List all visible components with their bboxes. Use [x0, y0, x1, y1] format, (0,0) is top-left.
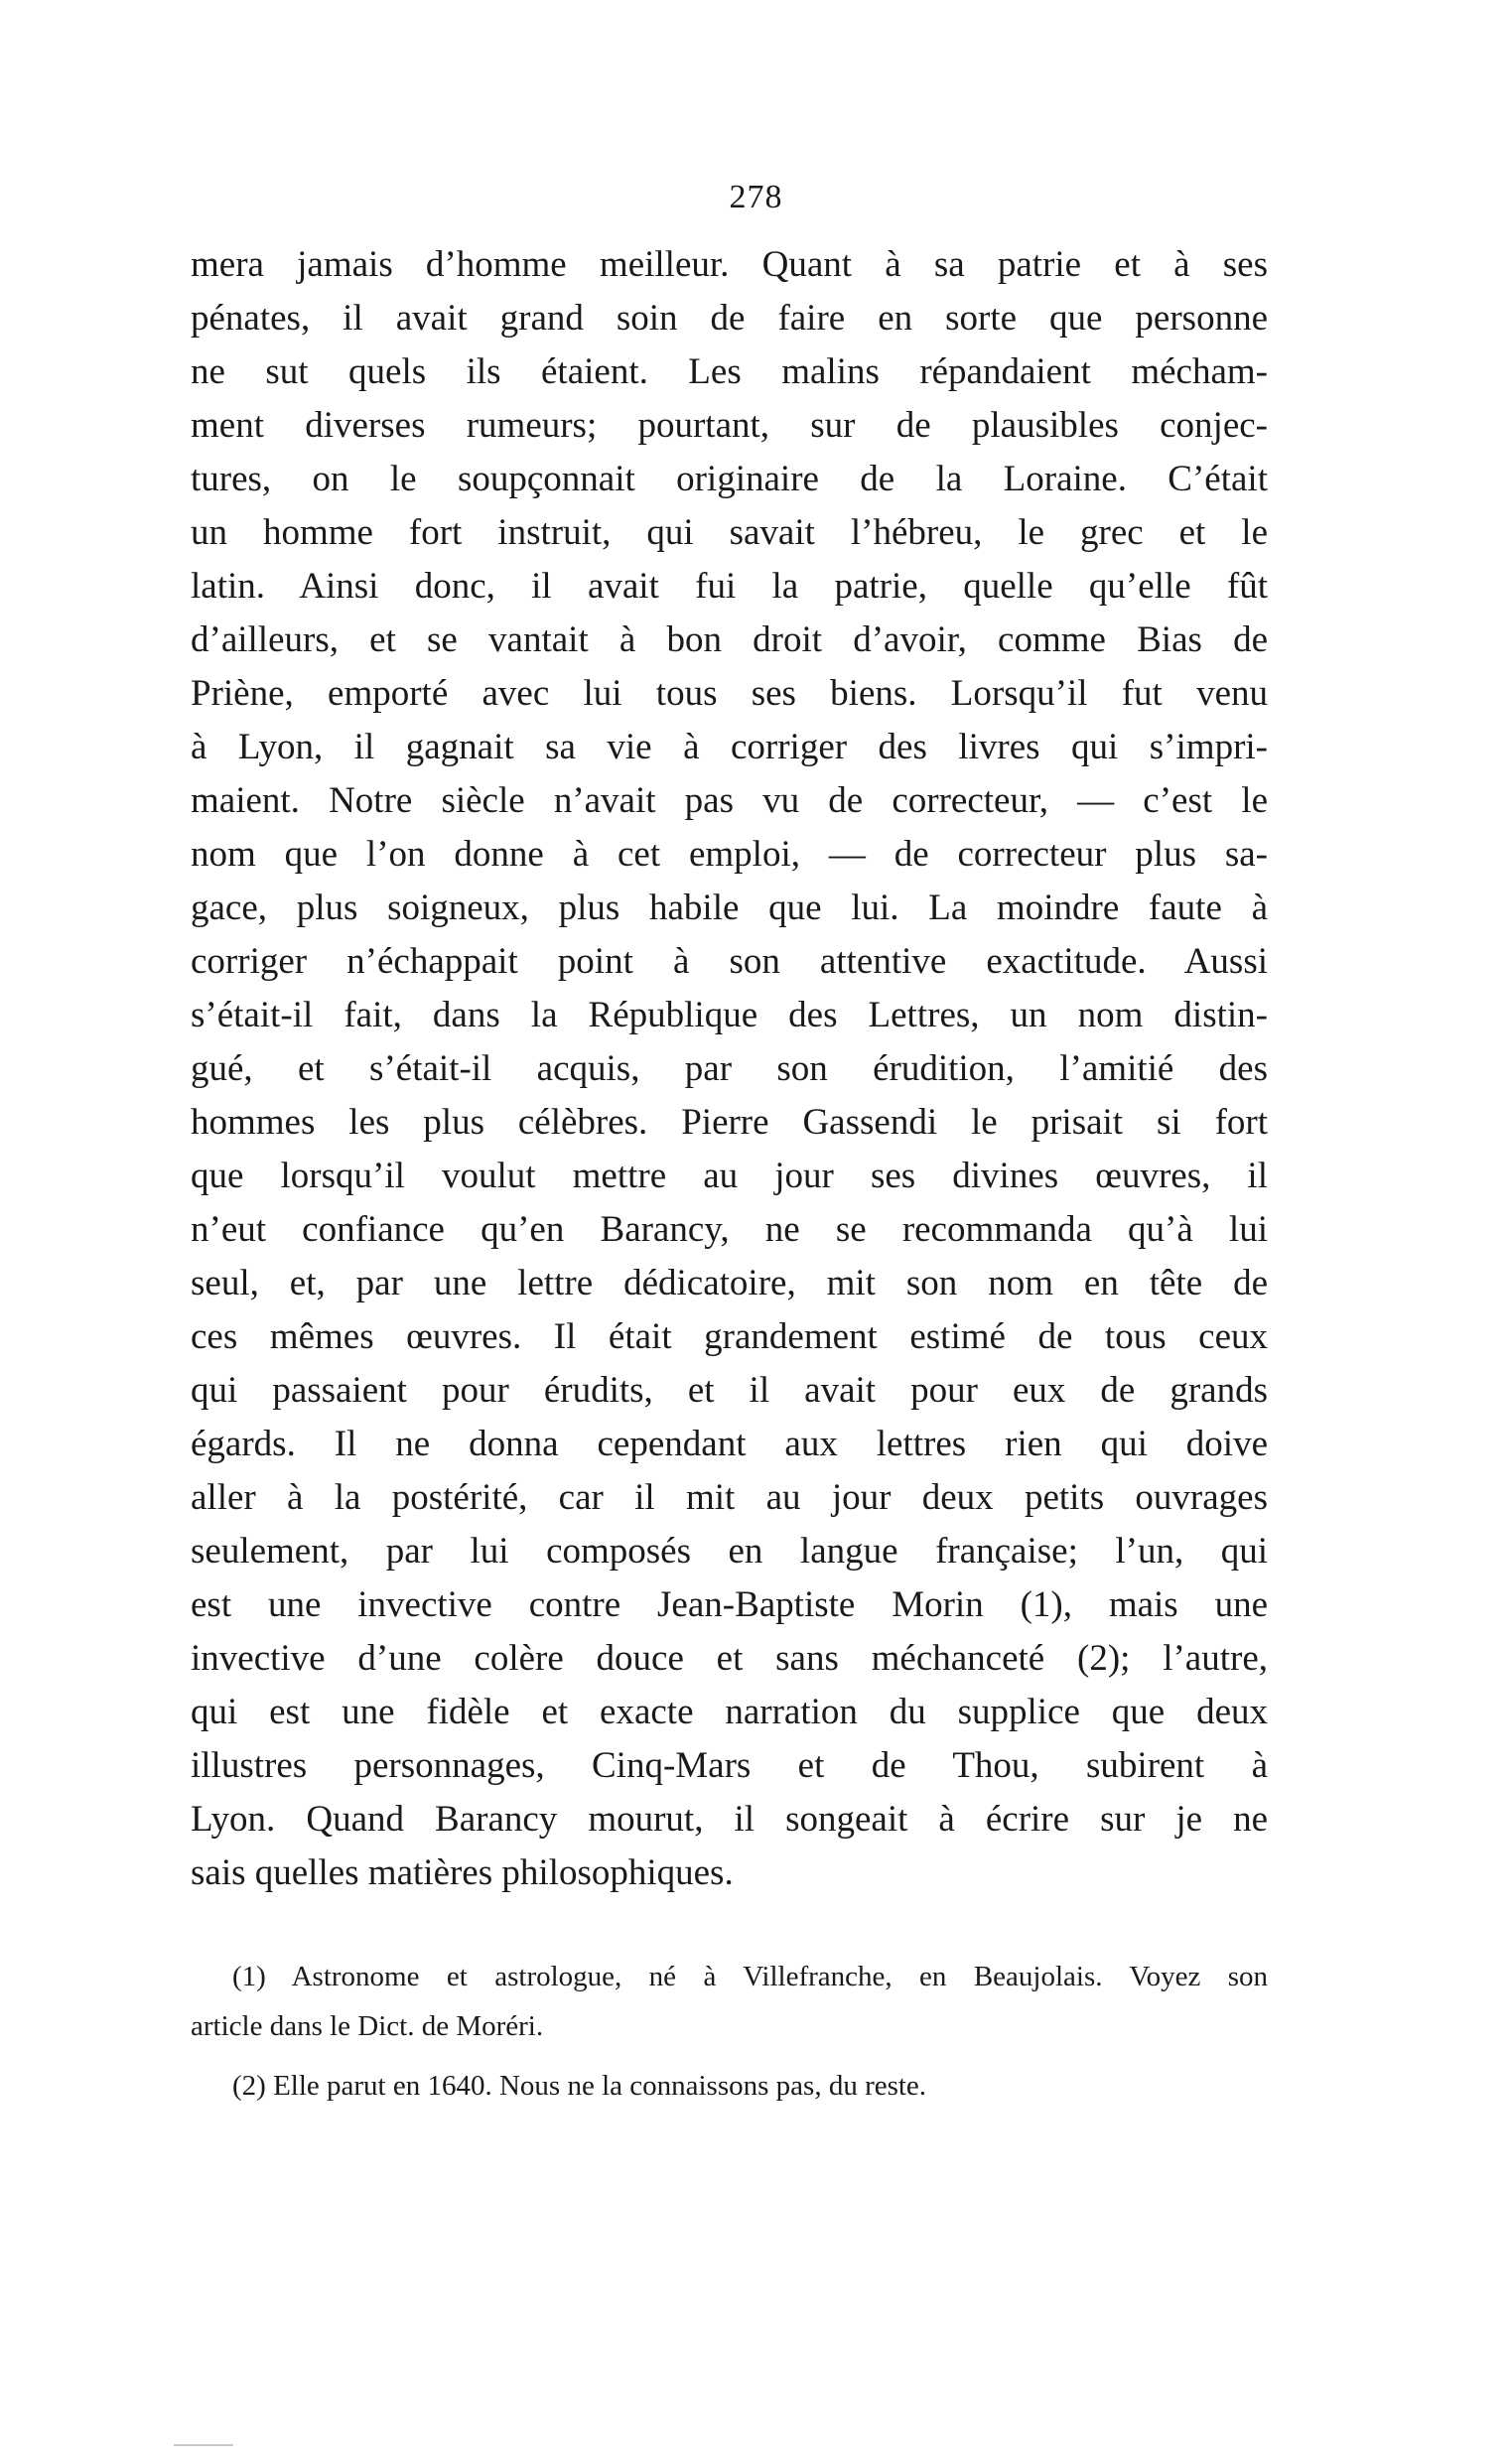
text-line: Lyon. Quand Barancy mourut, il songeait à écrire sur je ne	[191, 1799, 1268, 1840]
footnote-2: (2) Elle parut en 1640. Nous ne la connaissons pas, du reste.	[232, 2070, 927, 2102]
text-line: s’était-il fait, dans la République des Lettres, un nom distin-	[191, 995, 1268, 1035]
text-line: seul, et, par une lettre dédicatoire, mit son nom en tête de	[191, 1263, 1268, 1303]
text-line: un homme fort instruit, qui savait l’hébreu, le grec et le	[191, 512, 1268, 553]
text-line: maient. Notre siècle n’avait pas vu de correcteur, — c’est le	[191, 780, 1268, 821]
body-text	[191, 238, 1268, 1900]
text-line: à Lyon, il gagnait sa vie à corriger des livres qui s’impri-	[191, 727, 1268, 767]
text-line: tures, on le soupçonnait originaire de la Loraine. C’était	[191, 459, 1268, 499]
text-line-last: sais quelles matières philosophiques.	[191, 1852, 734, 1893]
text-line: qui passaient pour érudits, et il avait pour eux de grands	[191, 1370, 1268, 1411]
footnote-1-line-1: (1) Astronome et astrologue, né à Villefranche, en Beaujolais. Voyez son	[232, 1961, 1268, 1992]
text-line: nom que l’on donne à cet emploi, — de correcteur plus sa-	[191, 834, 1268, 875]
text-line: que lorsqu’il voulut mettre au jour ses divines œuvres, il	[191, 1156, 1268, 1196]
text-line: ces mêmes œuvres. Il était grandement estimé de tous ceux	[191, 1316, 1268, 1357]
text-line: corriger n’échappait point à son attentive exactitude. Aussi	[191, 941, 1268, 982]
footnotes	[191, 1952, 1268, 2111]
text-line: ne sut quels ils étaient. Les malins répandaient mécham-	[191, 351, 1268, 392]
text-line: égards. Il ne donna cependant aux lettres rien qui doive	[191, 1424, 1268, 1464]
footnote-gap	[191, 2051, 1268, 2061]
text-line: invective d’une colère douce et sans méchanceté (2); l’autre,	[191, 1638, 1268, 1679]
text-line: hommes les plus célèbres. Pierre Gassendi le prisait si fort	[191, 1102, 1268, 1143]
text-line: seulement, par lui composés en langue française; l’un, qui	[191, 1531, 1268, 1572]
text-line: latin. Ainsi donc, il avait fui la patrie, quelle qu’elle fût	[191, 566, 1268, 607]
text-line: gace, plus soigneux, plus habile que lui. La moindre faute à	[191, 888, 1268, 928]
text-line: pénates, il avait grand soin de faire en sorte que personne	[191, 298, 1268, 339]
text-line: ment diverses rumeurs; pourtant, sur de plausibles conjec-	[191, 405, 1268, 446]
text-line: mera jamais d’homme meilleur. Quant à sa patrie et à ses	[191, 244, 1268, 285]
text-line: Priène, emporté avec lui tous ses biens. Lorsqu’il fut venu	[191, 673, 1268, 714]
footnote-1-line-2: article dans le Dict. de Moréri.	[191, 2010, 544, 2042]
text-line: d’ailleurs, et se vantait à bon droit d’avoir, comme Bias de	[191, 619, 1268, 660]
text-line: aller à la postérité, car il mit au jour deux petits ouvrages	[191, 1477, 1268, 1518]
text-line: gué, et s’était-il acquis, par son érudition, l’amitié des	[191, 1048, 1268, 1089]
text-line: illustres personnages, Cinq-Mars et de Thou, subirent à	[191, 1745, 1268, 1786]
text-line: est une invective contre Jean-Baptiste Morin (1), mais une	[191, 1584, 1268, 1625]
page-number: 278	[729, 179, 783, 215]
text-line: n’eut confiance qu’en Barancy, ne se recommanda qu’à lui	[191, 1209, 1268, 1250]
text-line: qui est une fidèle et exacte narration du supplice que deux	[191, 1692, 1268, 1732]
scan-mark	[174, 2444, 233, 2446]
